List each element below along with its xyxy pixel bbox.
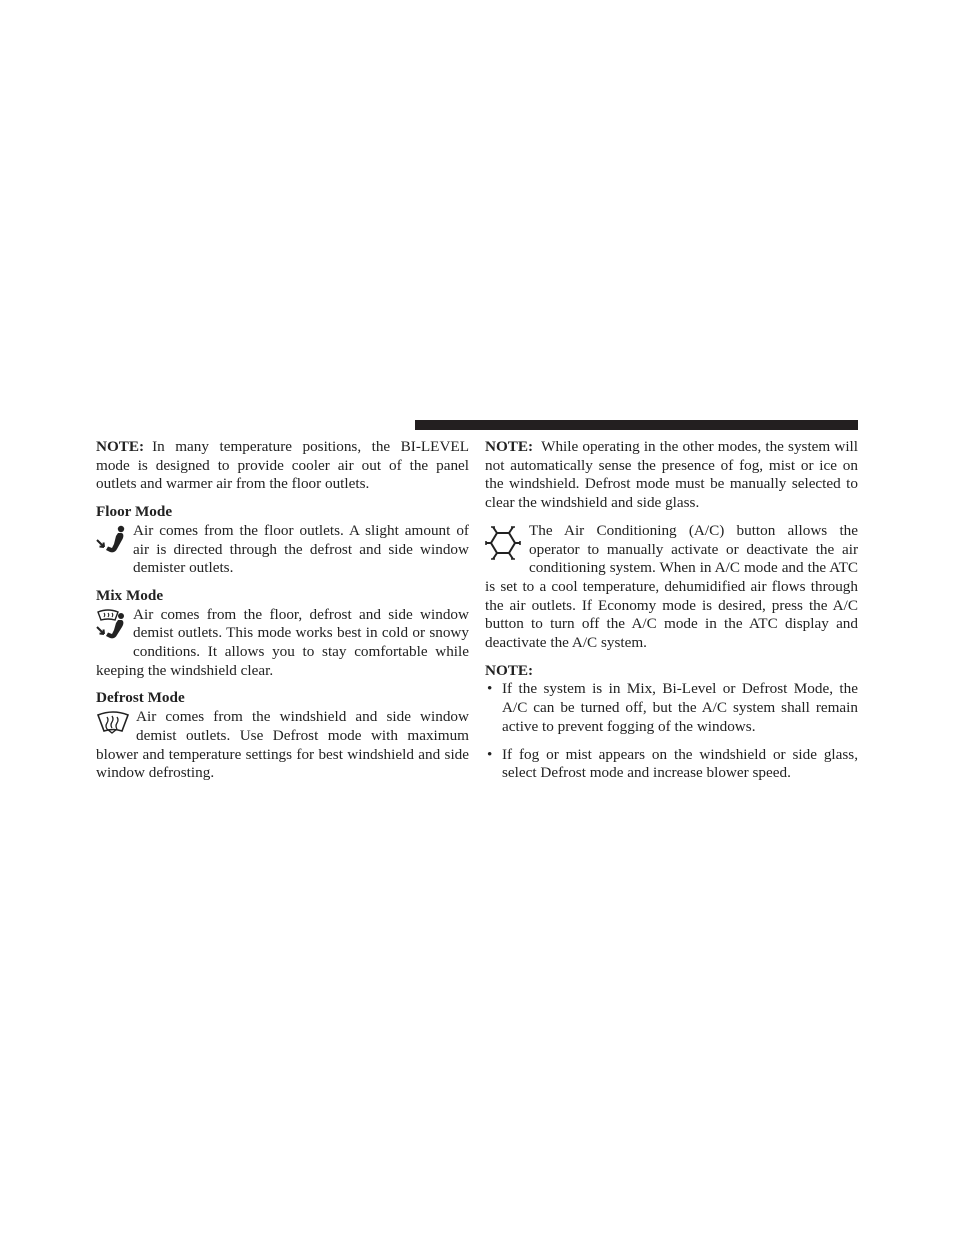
floor-mode-icon [96,525,127,561]
right-column [485,438,858,792]
mix-mode-icon [96,609,127,647]
floor-mode-heading: Floor Mode [96,503,173,521]
defrost-mode-paragraph [96,708,469,783]
floor-mode-text: Air comes from the floor outlets. A slight amount of air is directed through the defrost and side window demister outlets. [133,521,469,577]
note-text: While operating in the other modes, the system will not automatically sense the presence of fog, mist or ice on the windshield. Defrost mode must be manually selected to clear the windshield and side glass. [485,438,858,512]
floor-mode-paragraph [96,522,469,578]
ac-paragraph [485,522,858,653]
ac-text: The Air Conditioning (A/C) button allows the operator to manually activate or deactivate the air conditioning system. When in A/C mode and the ATC is set to a cool temperature, dehumidified air flows through the air outlets. If Economy mode is desired, press the A/C button to turn off the A/C mode in the ATC display and deactivate the A/C system. [485,521,858,652]
snowflake-icon [485,526,521,566]
defrost-mode-heading: Defrost Mode [96,689,185,707]
defrost-mode-icon [96,711,130,743]
left-column [96,438,469,783]
mix-mode-paragraph [96,606,469,681]
list-item: • If fog or mist appears on the windshield or side glass, select Defrost mode and increase blower speed. [485,746,858,783]
note-bi-level [96,438,469,494]
note-list [485,680,858,783]
note-other-modes [485,438,858,513]
defrost-mode-text: Air comes from the windshield and side window demist outlets. Use Defrost mode with maximum blower and temperature settings for best windshield and side window defrosting. [96,708,469,782]
note-label: NOTE: [485,438,534,455]
mix-mode-text: Air comes from the floor, defrost and side window demist outlets. This mode works best in cold or snowy conditions. It allows you to stay comfortable while keeping the windshield clear. [96,605,469,679]
note2-label: NOTE: [485,661,534,679]
note-text: In many temperature positions, the BI-LEVEL mode is designed to provide cooler air out of the panel outlets and warmer air from the floor outlets. [96,438,469,493]
section-header-bar [415,420,858,430]
list-item: • If the system is in Mix, Bi-Level or Defrost Mode, the A/C can be turned off, but the A/C system shall remain active to prevent fogging of the windows. [485,680,858,736]
note-label: NOTE: [96,438,145,455]
mix-mode-heading: Mix Mode [96,586,164,604]
